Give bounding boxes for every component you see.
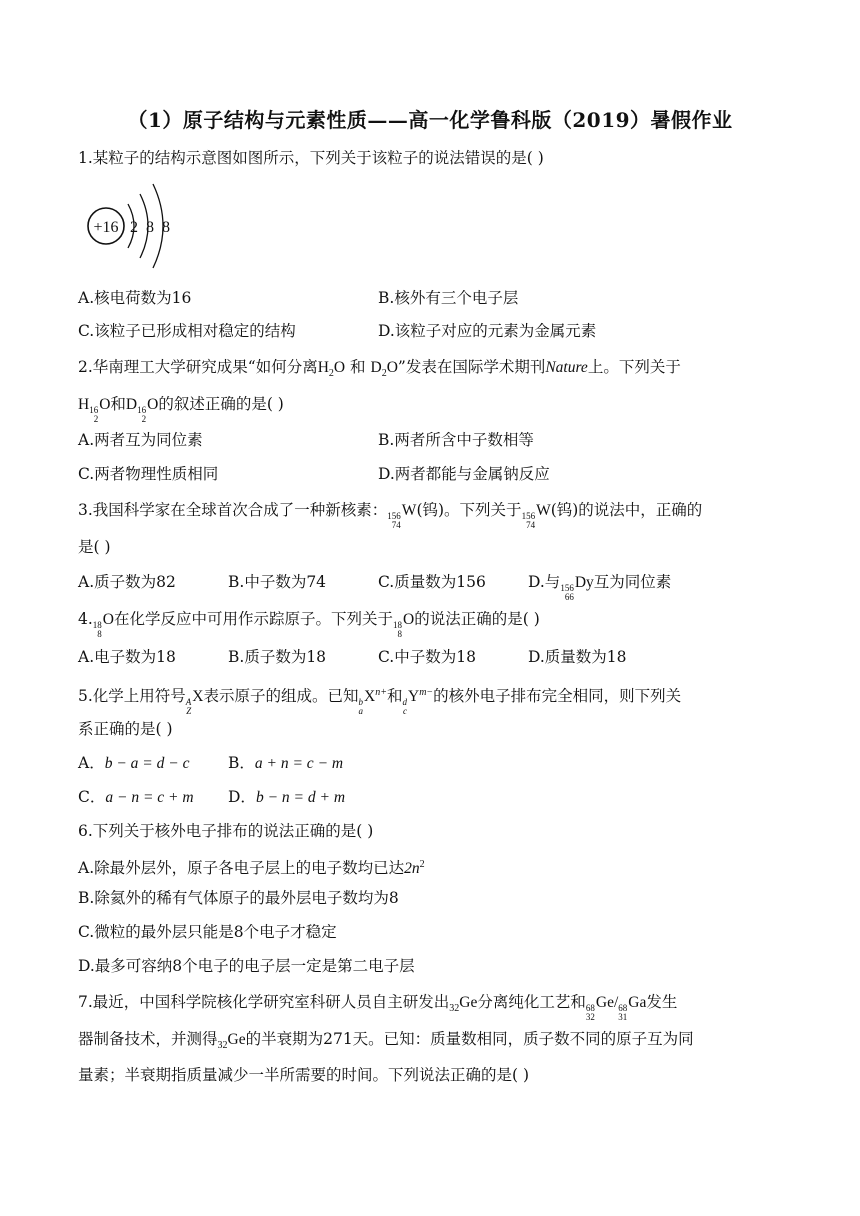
question-4-option-d: D.质量数为18	[528, 648, 627, 666]
question-5-option-a: A．b − a = d − c	[78, 754, 190, 772]
shell-3-electron-count: 8	[162, 219, 170, 236]
shell-2-electron-count: 8	[146, 219, 154, 236]
atom-structure-diagram	[84, 178, 184, 273]
question-1-option-b: B.核外有三个电子层	[378, 289, 519, 307]
question-3-stem-line-2: 是( )	[78, 538, 111, 556]
journal-name: Nature	[545, 359, 588, 376]
question-5-option-b: B．a + n = c − m	[228, 754, 344, 772]
question-3-option-c: C.质量数为156	[378, 573, 486, 591]
question-3-stem-line-1: 3.我国科学家在全球首次合成了一种新核素： 156 74 W(钨)。下列关于 156 74 W(钨)的说法中，正确的	[78, 501, 703, 530]
question-6-option-a: A.除最外层外，原子各电子层上的电子数均已达$2n^2$	[78, 859, 425, 878]
question-1-option-a: A.核电荷数为16	[78, 289, 192, 307]
question-7-stem-line-3: 量素；半衰期指质量减少一半所需要的时间。下列说法正确的是( )	[78, 1066, 530, 1084]
question-6-option-c: C.微粒的最外层只能是8个电子才稳定	[78, 923, 337, 941]
question-3-option-a: A.质子数为82	[78, 573, 176, 591]
question-1-option-d: D.该粒子对应的元素为金属元素	[378, 322, 597, 340]
page-title: （1）原子结构与元素性质——高一化学鲁科版（2019）暑假作业	[127, 108, 733, 132]
question-1-option-c: C.该粒子已形成相对稳定的结构	[78, 322, 296, 340]
question-7-stem-line-1: 7.最近，中国科学院核化学研究室科研人员自主研发出$_{32}$Ge分离纯化工艺和 68 32 Ge/ 68 31 Ga发生	[78, 993, 678, 1022]
question-3-option-d: D.与 156 66 Dy互为同位素	[528, 573, 672, 602]
question-2-option-d: D.两者都能与金属钠反应	[378, 465, 550, 483]
question-4-option-a: A.电子数为18	[78, 648, 176, 666]
question-5-stem-line-2: 系正确的是( )	[78, 720, 173, 738]
question-3-option-b: B.中子数为74	[228, 573, 327, 591]
question-2-option-c: C.两者物理性质相同	[78, 465, 219, 483]
question-6-option-b: B.除氦外的稀有气体原子的最外层电子数均为8	[78, 889, 399, 907]
question-2-stem-line-1: 2.华南理工大学研究成果“如何分离$H_2O$ 和 $D_2O$”发表在国际学术期刊Nature上。下列关于	[78, 358, 681, 380]
question-1-stem: 1.某粒子的结构示意图如图所示，下列关于该粒子的说法错误的是( )	[78, 149, 544, 167]
question-6-stem: 6.下列关于核外电子排布的说法正确的是( )	[78, 822, 374, 840]
question-6-option-d: D.最多可容纳8个电子的电子层一定是第二电子层	[78, 957, 415, 975]
question-4-option-b: B.质子数为18	[228, 648, 327, 666]
shell-1-electron-count: 2	[130, 219, 138, 236]
question-2-stem-line-2: H 16 2 O和D 16 2 O的叙述正确的是( )	[78, 395, 284, 424]
question-4-stem: 4. 18 8 O在化学反应中可用作示踪原子。下列关于 18 8 O的说法正确的是( )	[78, 610, 540, 639]
nucleus-charge-label: +16	[93, 219, 119, 236]
question-2-option-a: A.两者互为同位素	[78, 431, 203, 449]
question-5-stem-line-1: 5.化学上用符号 A Z X表示原子的组成。已知 b a $X^{n+}$和 d c $Y^{m-}$的核外电子排布完全相同，则下列关	[78, 687, 682, 717]
question-4-option-c: C.中子数为18	[378, 648, 476, 666]
question-2-option-b: B.两者所含中子数相等	[378, 431, 534, 449]
question-5-option-d: D．b − n = d + m	[228, 788, 346, 806]
question-7-stem-line-2: 器制备技术，并测得$_{32}$Ge的半衰期为271天。已知：质量数相同，质子数不同的原子互为同	[78, 1030, 694, 1052]
question-5-option-c: C．a − n = c + m	[78, 788, 194, 806]
